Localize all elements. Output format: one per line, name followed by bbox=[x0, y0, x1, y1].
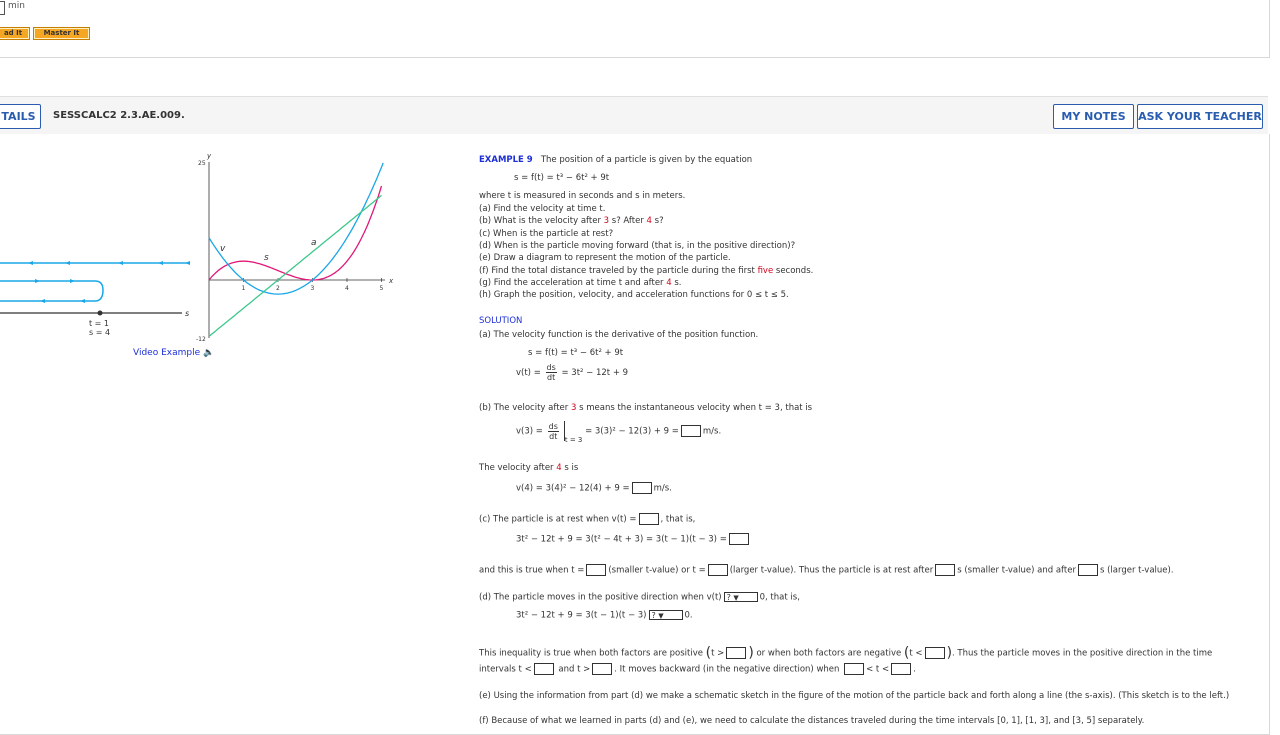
velocity-curve bbox=[209, 163, 383, 294]
acceleration-curve bbox=[209, 195, 382, 336]
solution-a-eq1: s = f(t) = t³ − 6t² + 9t bbox=[528, 348, 624, 358]
s-label: s = 4 bbox=[89, 328, 111, 337]
speaker-icon: 🔈 bbox=[203, 348, 215, 358]
master-it-button[interactable]: Master It bbox=[33, 27, 90, 40]
read-it-button[interactable]: ad It bbox=[0, 27, 30, 40]
problem-where: where t is measured in seconds and s in meters. bbox=[479, 191, 686, 201]
v3-answer-input[interactable] bbox=[681, 425, 701, 437]
solution-e-text: (e) Using the information from part (d) we make a schematic sketch in the figure of the motion of the particle back and forth along a line (the s-axis). (This sketch is to the left.) bbox=[479, 691, 1230, 701]
solution-d-text: (d) The particle moves in the positive direction when v(t) ? ▼ 0, that is, bbox=[479, 592, 800, 603]
solution-b-text: (b) The velocity after 3 s means the instantaneous velocity when t = 3, that is bbox=[479, 403, 813, 413]
interval-text: intervals t < and t > . It moves backward (in the negative direction) when < t < . bbox=[479, 664, 916, 675]
solution-d-eq: 3t² − 12t + 9 = 3(t − 1)(t − 3) ? ▼ 0. bbox=[516, 610, 693, 621]
minutes-input[interactable] bbox=[0, 1, 5, 15]
factored-form-input[interactable] bbox=[729, 533, 749, 545]
x-tick-label: 1 bbox=[241, 285, 246, 292]
details-button[interactable]: TAILS bbox=[0, 104, 41, 129]
problem-id: SESSCALC2 2.3.AE.009. bbox=[53, 110, 185, 121]
part-b: (b) What is the velocity after 3 s? After 4 s? bbox=[479, 216, 664, 226]
part-d: (d) When is the particle moving forward (that is, in the positive direction)? bbox=[479, 241, 796, 251]
inequality-select-2[interactable]: ? ▼ bbox=[649, 610, 683, 620]
motion-diagram bbox=[0, 261, 190, 337]
video-example-link[interactable]: Video Example 🔈 bbox=[133, 348, 215, 358]
particle-dot bbox=[98, 311, 103, 316]
graph bbox=[196, 152, 394, 343]
chevron-down-icon: ▼ bbox=[733, 594, 739, 602]
motion-figure bbox=[0, 145, 470, 350]
x-tick-label: 5 bbox=[379, 285, 384, 292]
inequality-select-1[interactable]: ? ▼ bbox=[724, 592, 758, 602]
acceleration-label: a bbox=[311, 238, 317, 248]
v4-answer-input[interactable] bbox=[632, 482, 652, 494]
position-label: s bbox=[264, 253, 269, 263]
solution-f-text: (f) Because of what we learned in parts (d) and (e), we need to calculate the distances traveled during the time intervals [0, 1], [1, 3], and [3, 5] separately. bbox=[479, 716, 1145, 726]
x-tick-label: 4 bbox=[345, 285, 349, 292]
rest-value-input[interactable] bbox=[639, 513, 659, 525]
ineq-text: This inequality is true when both factors are positive (t > ) or when both factors are negative (t < ). Thus the particle moves in the positive direction in the time bbox=[479, 645, 1213, 661]
backward-upper-input[interactable] bbox=[891, 663, 911, 675]
part-g: (g) Find the acceleration at time t and after 4 s. bbox=[479, 278, 682, 288]
part-e: (e) Draw a diagram to represent the motion of the particle. bbox=[479, 253, 731, 263]
x-axis-label: x bbox=[389, 277, 394, 285]
y-max-tick: 25 bbox=[198, 160, 206, 167]
part-c: (c) When is the particle at rest? bbox=[479, 229, 614, 239]
solution-c-times: and this is true when t = (smaller t-value) or t = (larger t-value). Thus the particle is at rest after s (smaller t-value) and after s (larger t-value). bbox=[479, 565, 1174, 576]
solution-a-text: (a) The velocity function is the derivative of the position function. bbox=[479, 330, 759, 340]
t-large-input[interactable] bbox=[708, 564, 728, 576]
v4-text: The velocity after 4 s is bbox=[479, 463, 579, 473]
solution-a-eq2: v(t) = $\frac{ds}{dt} = 3t^2 - 12t + 9$ bbox=[516, 363, 629, 382]
solution-b-eq: v(3) = $\frac{ds}{dt} _{t = 3} = 3(3)^2 - 12(3) + 9 = m/s$. bbox=[516, 421, 722, 444]
t-label: t = 1 bbox=[89, 319, 110, 328]
problem-equation: s = f(t) = t³ − 6t² + 9t bbox=[514, 173, 610, 183]
ask-your-teacher-button[interactable]: ASK YOUR TEACHER bbox=[1137, 104, 1263, 129]
y-min-tick: -12 bbox=[196, 336, 206, 343]
part-f: (f) Find the total distance traveled by the particle during the first five seconds. bbox=[479, 266, 814, 276]
x-tick-label: 3 bbox=[310, 285, 315, 292]
backward-lower-input[interactable] bbox=[844, 663, 864, 675]
top-card bbox=[0, 0, 1270, 58]
t-small-input[interactable] bbox=[586, 564, 606, 576]
interval-gt-input[interactable] bbox=[592, 663, 612, 675]
motion-axis-label: s bbox=[185, 309, 190, 318]
solution-c-text: (c) The particle is at rest when v(t) = , that is, bbox=[479, 514, 696, 525]
positive-factor-input[interactable] bbox=[726, 647, 746, 659]
x-tick-label: 2 bbox=[276, 285, 280, 292]
problem-intro: EXAMPLE 9 The position of a particle is given by the equation bbox=[479, 155, 753, 165]
rest-small-input[interactable] bbox=[935, 564, 955, 576]
part-h: (h) Graph the position, velocity, and acceleration functions for 0 ≤ t ≤ 5. bbox=[479, 290, 789, 300]
solution-c-eq: 3t² − 12t + 9 = 3(t² − 4t + 3) = 3(t − 1)(t − 3) = bbox=[516, 533, 751, 545]
y-axis-label: y bbox=[207, 152, 212, 160]
minutes-label: min bbox=[8, 1, 25, 11]
part-a: (a) Find the velocity at time t. bbox=[479, 204, 606, 214]
negative-factor-input[interactable] bbox=[925, 647, 945, 659]
interval-lt-input[interactable] bbox=[534, 663, 554, 675]
solution-heading: SOLUTION bbox=[479, 316, 523, 326]
v4-eq: v(4) = 3(4)² − 12(4) + 9 = m/s. bbox=[516, 483, 672, 494]
my-notes-button[interactable]: MY NOTES bbox=[1053, 104, 1134, 129]
chevron-down-icon: ▼ bbox=[658, 612, 664, 620]
rest-large-input[interactable] bbox=[1078, 564, 1098, 576]
velocity-label: v bbox=[220, 244, 226, 254]
